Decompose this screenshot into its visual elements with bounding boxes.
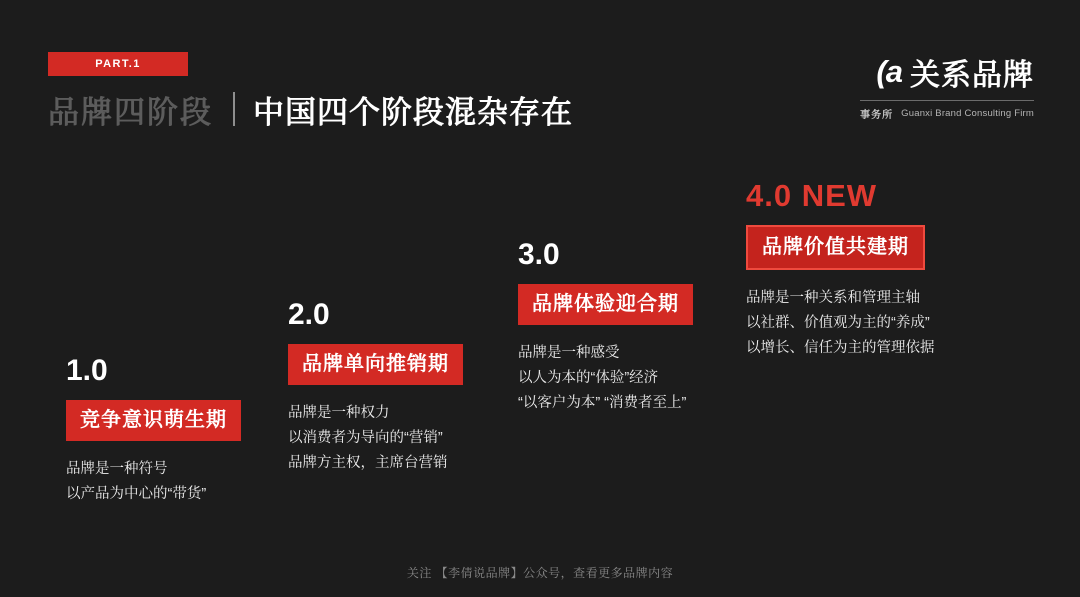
- stage-block-3: [518, 240, 693, 416]
- page-title-sub: 中国四个阶段混杂存在: [253, 94, 573, 130]
- title-divider: [233, 92, 235, 126]
- stage-line: 品牌是一种符号: [66, 461, 168, 477]
- stage-number-1: 1.0: [66, 354, 108, 387]
- brand-logo-bottom: [860, 100, 1034, 121]
- brand-logo-top: [876, 50, 1034, 94]
- stage-line: 品牌是一种感受: [518, 345, 620, 361]
- stage-number-2: 2.0: [288, 298, 330, 331]
- stage-line: 品牌是一种关系和管理主轴: [746, 290, 920, 306]
- page-title: [48, 86, 573, 132]
- stage-lines-4: [746, 286, 935, 361]
- stage-lines-2: [288, 401, 463, 476]
- stage-number-4: 4.0 NEW: [746, 178, 878, 213]
- stage-line: 以消费者为导向的“营销”: [288, 430, 443, 446]
- stage-line: 以社群、价值观为主的“养成”: [746, 315, 930, 331]
- stage-line: 以产品为中心的“带货”: [66, 486, 207, 502]
- logo-name: 关系品牌: [910, 59, 1034, 92]
- stage-number-3: 3.0: [518, 238, 560, 271]
- footer-note: 关注 【李倩说品牌】公众号，查看更多品牌内容: [406, 566, 674, 580]
- stage-line: 以增长、信任为主的管理依据: [746, 340, 935, 356]
- stage-lines-3: [518, 341, 693, 416]
- brand-logo: [860, 50, 1034, 121]
- stage-label-3: 品牌体验迎合期: [518, 284, 693, 325]
- logo-sub-cn: 事务所: [860, 110, 894, 121]
- stage-block-1: [66, 356, 241, 507]
- stage-line: 品牌方主权，主席台营销: [288, 455, 448, 471]
- stage-label-2: 品牌单向推销期: [288, 344, 463, 385]
- stage-line: 以人为本的“体验”经济: [518, 370, 659, 386]
- part-tag: PART.1: [48, 52, 188, 76]
- logo-mark-icon: (a: [876, 54, 902, 89]
- logo-sub-en: Guanxi Brand Consulting Firm: [901, 108, 1034, 119]
- stage-label-1: 竞争意识萌生期: [66, 400, 241, 441]
- stage-label-4: 品牌价值共建期: [746, 225, 925, 270]
- stage-line: 品牌是一种权力: [288, 405, 390, 421]
- stage-lines-1: [66, 457, 241, 507]
- page-title-main: 品牌四阶段: [48, 94, 213, 130]
- stage-block-4: [746, 180, 935, 361]
- stage-line: “以客户为本” “消费者至上”: [518, 395, 687, 411]
- stage-block-2: [288, 300, 463, 476]
